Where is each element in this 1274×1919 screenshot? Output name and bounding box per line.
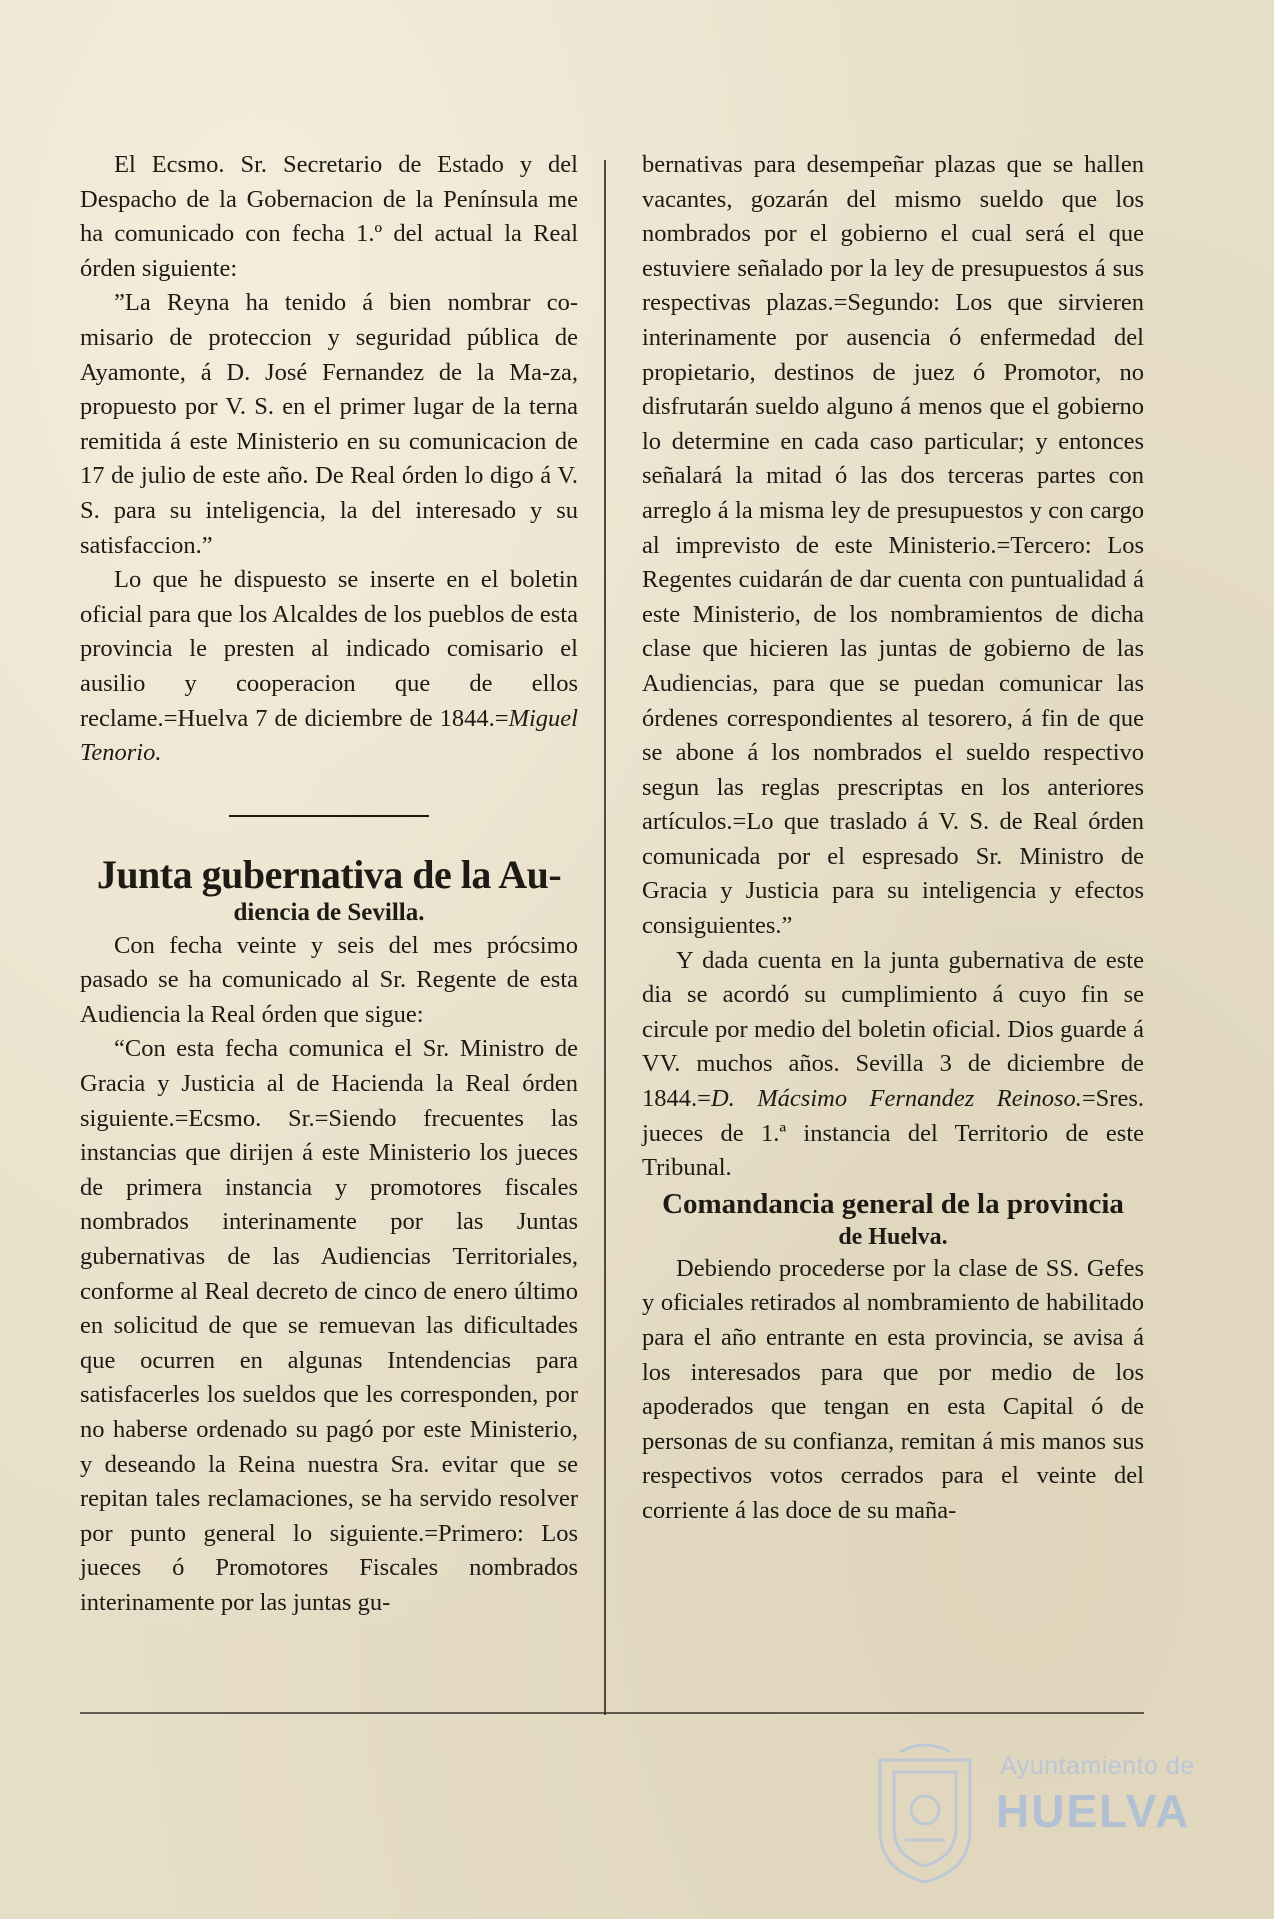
watermark-line-2: HUELVA [996,1785,1191,1837]
watermark-line-1: Ayuntamiento de [1000,1752,1195,1780]
section-divider [229,815,429,817]
section-subheading: diencia de Sevilla. [233,898,425,926]
left-column [80,148,578,1621]
article-paragraph: “Con esta fecha comunica el Sr. Ministro de Gracia y Justicia al de Hacienda la Real órden siguiente.=Ecsmo. Sr.=Siendo frecuentes las instancias que dirijen á este Ministerio los jueces de primera instancia y promotores fiscales nombrados interinamente por las Juntas gubernativas de las Audiencias Territoriales, conforme al Real decreto de cinco de enero último en solicitud de que se remuevan las dificultades que ocurren en algunas Intendencias para satisfacerles los sueldos que les corresponden, por no haberse ordenado su pagó por este Ministerio, y deseando la Reina nuestra Sra. evitar que se repitan tales reclamaciones, se ha servido resolver por punto general lo siguiente.=Primero: Los jueces ó Promotores Fiscales nombrados interinamente por las juntas gu- [80,1035,578,1616]
right-column [642,148,1144,1529]
article-paragraph: ”La Reyna ha tenido á bien nombrar co-misario de proteccion y seguridad pública de Ayamonte, á D. José Fernandez de la Ma-za, propuesto por V. S. en el primer lugar de la terna remitida á este Ministerio en su comunicacion de 17 de julio de este año. De Real órden lo digo á V. S. para su inteligencia, la del interesado y su satisfaccion.” [80,289,578,559]
article-text: Lo que he dispuesto se inserte en el boletin oficial para que los Alcaldes de los pueblos de esta provincia le presten al indicado comisario el ausilio y cooperacion que de ellos reclame.=Huelva 7 de diciembre de 1844.= [80,566,578,732]
article-paragraph: Con fecha veinte y seis del mes prócsimo pasado se ha comunicado al Sr. Regente de esta Audiencia la Real órden que sigue: [80,931,578,1028]
article-text: Y dada cuenta en la junta gubernativa de este dia se acordó su cumplimiento á cuyo fin se circule por medio del boletin oficial. Dios guarde á VV. muchos años. Sevilla 3 de diciembre de 1844.= [642,946,1144,1113]
signature: Miguel Tenorio. [80,704,578,767]
article-paragraph [80,563,578,771]
article-paragraph [642,944,1144,1186]
section-subheading: de Huelva. [838,1223,948,1250]
bottom-rule [80,1712,1144,1714]
article-paragraph: bernativas para desempeñar plazas que se hallen vacantes, gozarán del mismo sueldo que los nombrados por el gobierno el cual será el que estuviere señalado por la ley de presupuestos á sus respectivas plazas.=Segundo: Los que sirvieren interinamente por ausencia ó enfermedad del propietario, destinos de juez ó Promotor, no disfrutarán sueldo alguno á menos que el gobierno lo determine en cada caso particular; y entonces señalará la mitad ó las dos terceras partes con arreglo á la misma ley de presupuestos y con cargo al imprevisto de este Ministerio.=Tercero: Los Regentes cuidarán de dar cuenta con puntualidad á este Ministerio, de los nombramientos de dicha clase que hicieren las juntas de gobierno de las Audiencias, para que se puedan comunicar las órdenes correspondientes al tesorero, á fin de que se abone á los nombrados el sueldo respectivo segun las reglas prescriptas en los anteriores artículos.=Lo que traslado á V. S. de Real órden comunicada por el espresado Sr. Ministro de Gracia y Justicia para su inteligencia y efectos consiguientes.” [642,151,1144,940]
article-paragraph: Debiendo procederse por la clase de SS. Gefes y oficiales retirados al nombramiento de habilitado para el año entrante en esta provincia, se avisa á los interesados para que por medio de los apoderados que tengan en esta Capital ó de personas de su confianza, remitan á mis manos sus respectivos votos cerrados para el veinte del corriente á las doce de su maña- [642,1254,1144,1524]
signature: D. Mácsimo Fernandez Reinoso. [710,1085,1082,1113]
section-heading: Comandancia general de la provincia [662,1187,1124,1220]
section-heading: Junta gubernativa de la Au- [96,851,562,897]
column-divider [604,160,606,1715]
article-text: =Sres. jueces de 1.ª instancia del Territorio de este Tribunal. [642,1085,1144,1182]
article-paragraph: El Ecsmo. Sr. Secretario de Estado y del Despacho de la Gobernacion de la Península me ha comunicado con fecha 1.º del actual la Real órden siguiente: [80,151,578,282]
